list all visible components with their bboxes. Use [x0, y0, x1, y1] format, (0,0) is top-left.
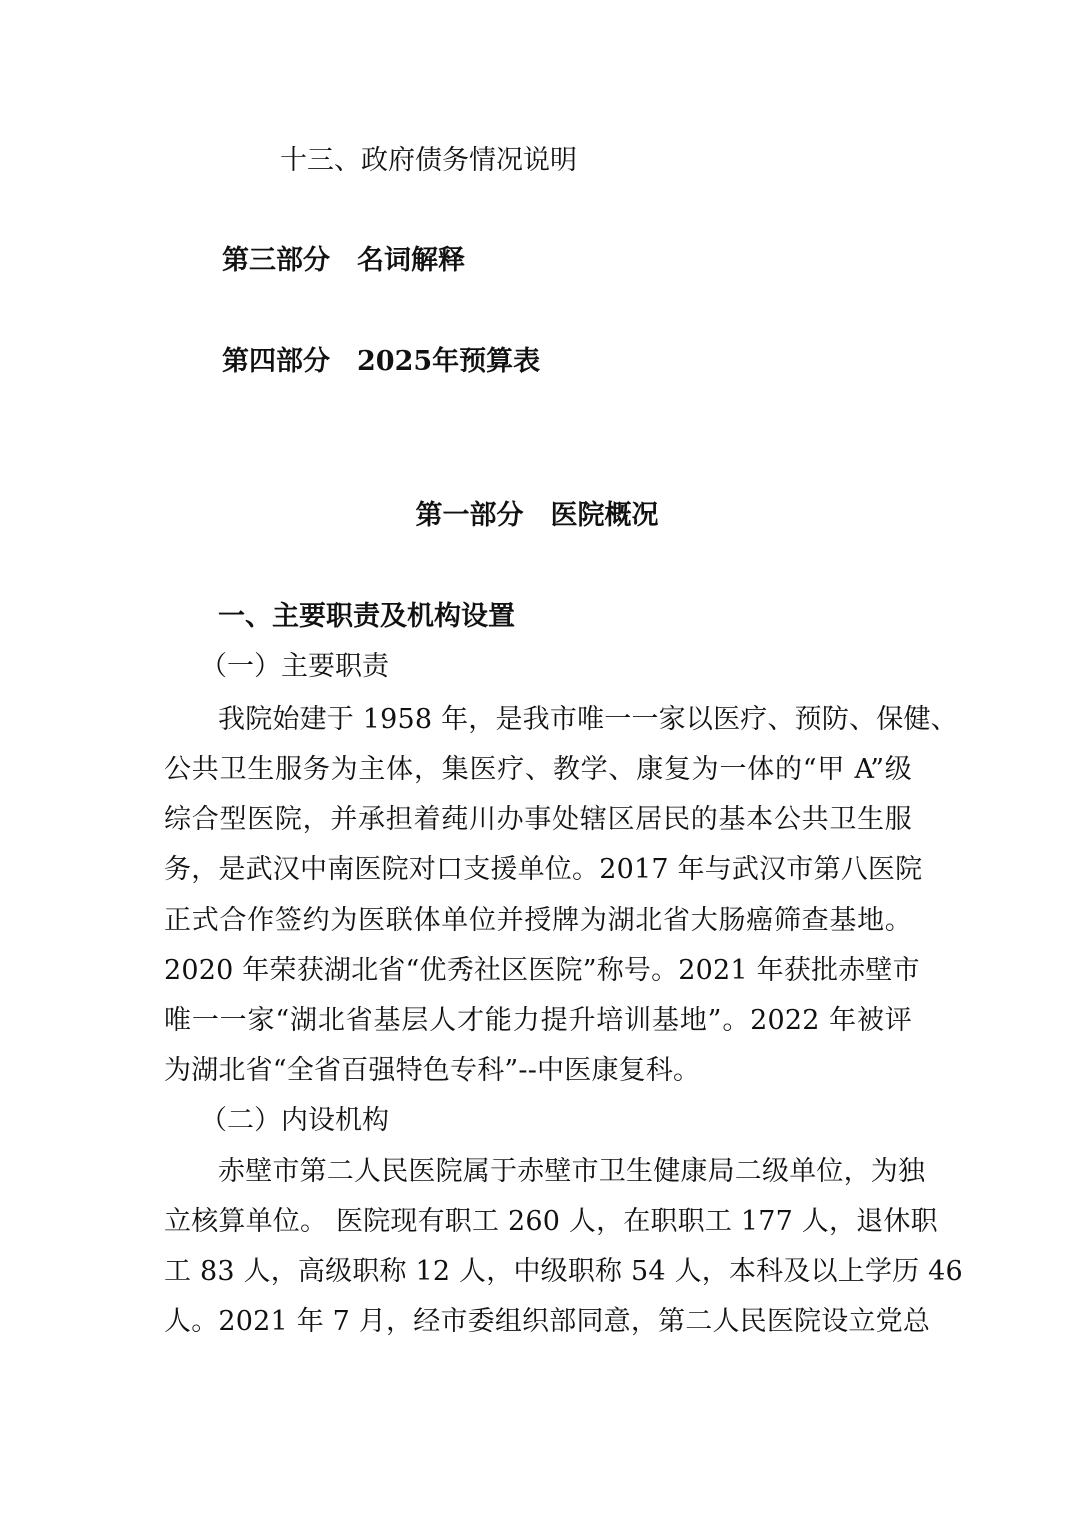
toc-part-4: 第四部分 2025年预算表 [222, 346, 541, 377]
paragraph-line: 正式合作签约为医联体单位并授牌为湖北省大肠癌筛查基地。 [164, 905, 912, 936]
paragraph-line: 2020 年荣获湖北省“优秀社区医院”称号。2021 年获批赤壁市 [164, 955, 920, 986]
paragraph-line: 我院始建于 1958 年，是我市唯一一家以医疗、预防、保健、 [218, 704, 958, 735]
paragraph-line: 唯一一家“湖北省基层人才能力提升培训基地”。2022 年被评 [164, 1005, 912, 1036]
paragraph-line: 工 83 人，高级职称 12 人，中级职称 54 人，本科及以上学历 46 [164, 1256, 963, 1287]
paragraph-line: 人。2021 年 7 月，经市委组织部同意，第二人民医院设立党总 [164, 1306, 931, 1337]
subsection-1-heading: （一）主要职责 [200, 651, 389, 682]
paragraph-line: 公共卫生服务为主体，集医疗、教学、康复为一体的“甲 A”级 [164, 754, 912, 785]
part-1-title: 第一部分 医院概况 [415, 500, 659, 531]
paragraph-line: 综合型医院，并承担着莼川办事处辖区居民的基本公共卫生服 [164, 804, 912, 835]
paragraph-line: 立核算单位。 医院现有职工 260 人，在职职工 177 人，退休职 [164, 1206, 938, 1237]
subsection-2-heading: （二）内设机构 [200, 1105, 389, 1136]
paragraph-line: 务，是武汉中南医院对口支援单位。2017 年与武汉市第八医院 [164, 854, 923, 885]
paragraph-line: 为湖北省“全省百强特色专科”--中医康复科。 [164, 1055, 701, 1086]
section-1-heading: 一、主要职责及机构设置 [218, 601, 515, 632]
paragraph-line: 赤壁市第二人民医院属于赤壁市卫生健康局二级单位，为独 [218, 1156, 926, 1187]
toc-part-3: 第三部分 名词解释 [222, 245, 465, 276]
toc-item-13: 十三、政府债务情况说明 [280, 145, 577, 176]
